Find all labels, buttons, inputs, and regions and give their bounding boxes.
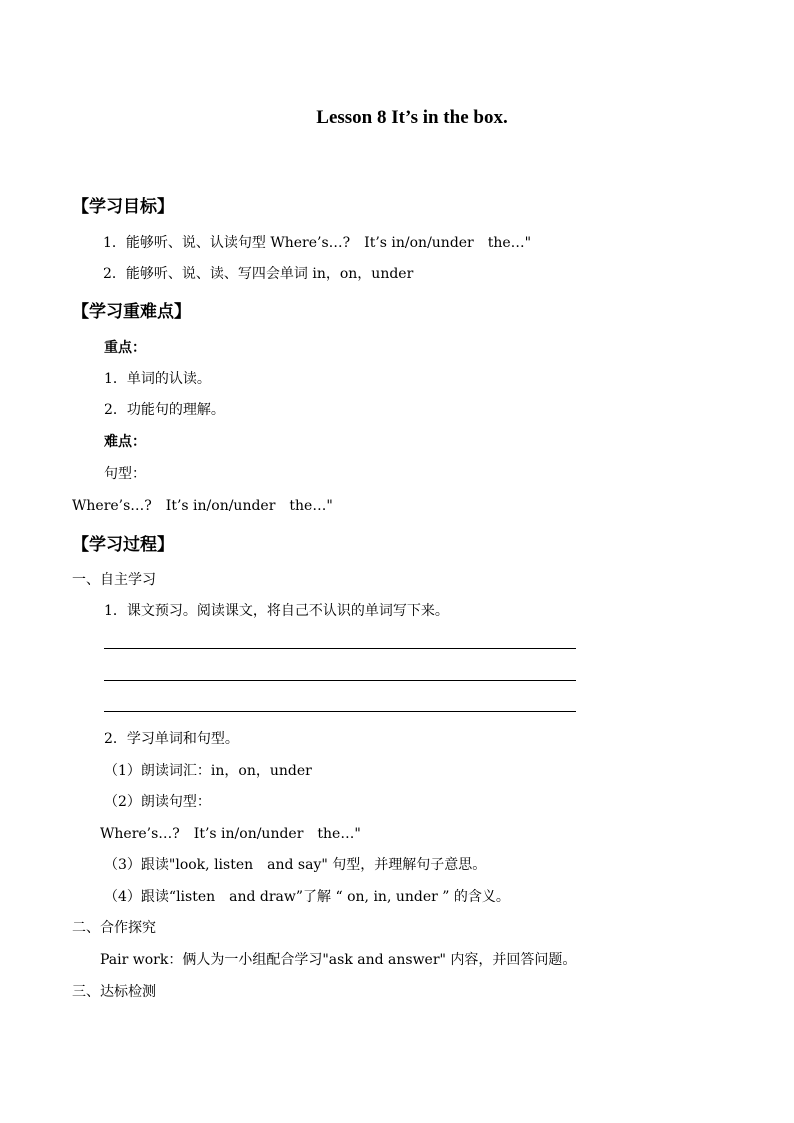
part3-heading: 三、达标检测: [72, 984, 156, 1000]
focus-item: 1．单词的认读。: [104, 371, 211, 387]
substep-patterns: （2）朗读句型：: [104, 794, 211, 810]
sentence-pattern: Where’s…? It’s in/on/under the…": [100, 826, 361, 842]
step2-text: 2．学习单词和句型。: [104, 731, 239, 747]
answer-line: [104, 648, 576, 649]
pattern-label: 句型：: [104, 466, 146, 482]
pair-work-text: Pair work：俩人为一小组配合学习"ask and answer" 内容，并回答问题。: [100, 952, 577, 968]
part1-heading: 一、自主学习: [72, 572, 156, 588]
page-title: Lesson 8 It’s in the box.: [316, 107, 508, 128]
step1-text: 1．课文预习。阅读课文，将自己不认识的单词写下来。: [104, 603, 449, 619]
part2-heading: 二、合作探究: [72, 920, 156, 936]
answer-line: [104, 680, 576, 681]
substep-listen-draw: （4）跟读“listen and draw”了解 “ on, in, under ” 的含义。: [104, 889, 510, 905]
goal-item: 1．能够听、说、认读句型 Where’s…? It’s in/on/under the…": [103, 235, 532, 251]
substep-vocab: （1）朗读词汇：in，on，under: [104, 763, 312, 779]
goal-item: 2．能够听、说、读、写四会单词 in，on，under: [103, 266, 414, 282]
goals-heading: 【学习目标】: [72, 197, 174, 217]
answer-line: [104, 711, 576, 712]
process-heading: 【学习过程】: [72, 535, 174, 555]
key-points-heading: 【学习重难点】: [72, 302, 191, 322]
substep-look-listen-say: （3）跟读"look, listen and say" 句型，并理解句子意思。: [104, 857, 487, 873]
focus-item: 2．功能句的理解。: [104, 402, 225, 418]
focus-label: 重点：: [104, 340, 146, 356]
difficulty-label: 难点：: [104, 434, 146, 450]
sentence-pattern: Where’s…? It’s in/on/under the…": [72, 498, 333, 514]
